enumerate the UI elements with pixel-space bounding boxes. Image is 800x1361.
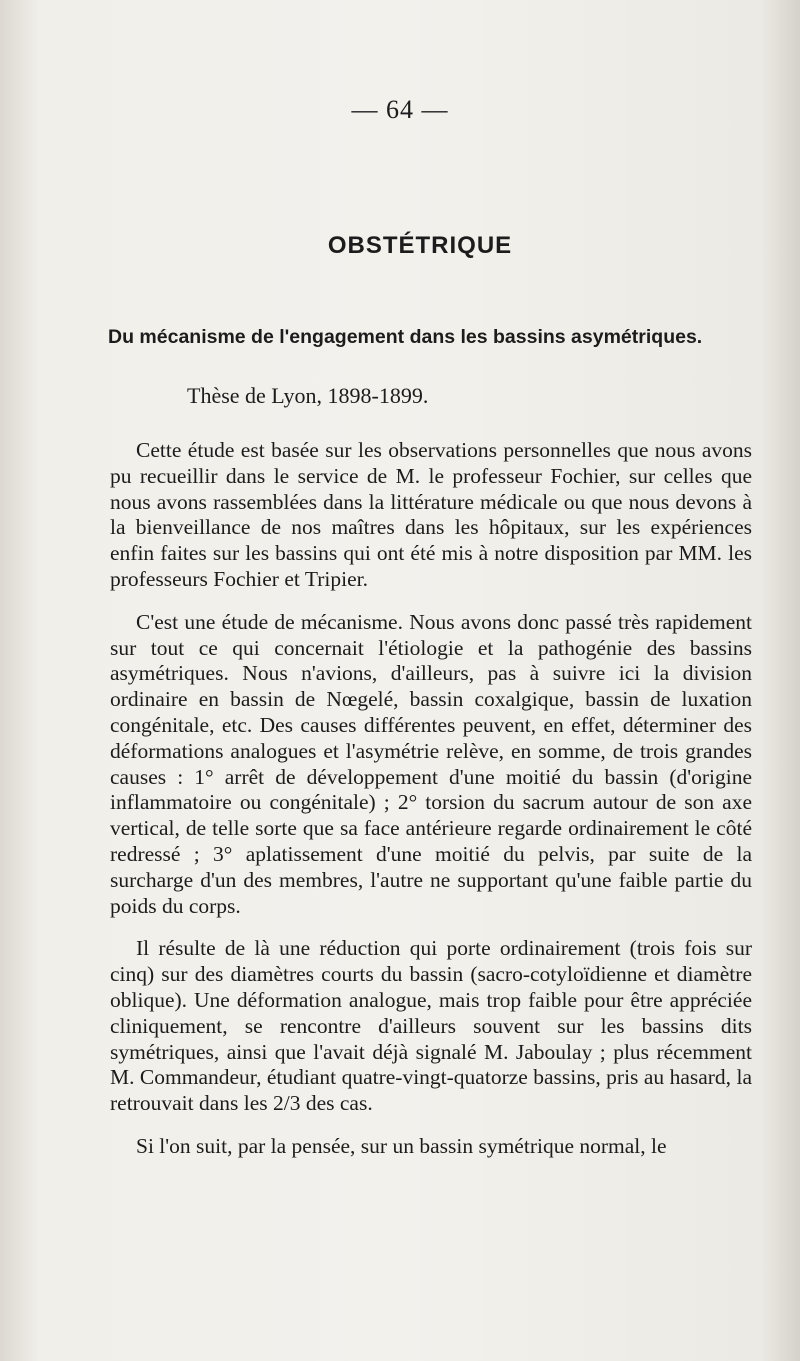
paragraph: Si l'on suit, par la pensée, sur un bassin symétrique normal, le [136,1133,667,1158]
body-text [110,438,752,1177]
paragraph: Il résulte de là une réduction qui porte ordinairement (trois fois sur cinq) sur des diamètres courts du bassin (sacro-cotyloïdienne et diamètre oblique). Une déformation analogue, mais trop faible pour être appréciée cliniquement, se rencontre d'ailleurs souvent sur les bassins dits symétriques, ainsi que l'avait déjà signalé M. Jaboulay ; plus récemment M. Commandeur, étudiant quatre-vingt-quatorze bassins, pris au hasard, la retrouvait dans les 2/3 des cas. [110,936,752,1116]
section-title: OBSTÉTRIQUE [327,232,513,259]
thesis-reference: Thèse de Lyon, 1898-1899. [187,383,429,408]
article-title: Du mécanisme de l'engagement dans les bassins asymétriques. [108,326,703,348]
paragraph: Cette étude est basée sur les observations personnelles que nous avons pu recueillir dans le service de M. le professeur Fochier, sur celles que nous avons rassemblées dans la littérature médicale ou que nous devons à la bienveillance de nos maîtres dans les hôpitaux, sur les expériences enfin faites sur les bassins qui ont été mis à notre disposition par MM. les professeurs Fochier et Tripier. [110,438,752,591]
paragraph: C'est une étude de mécanisme. Nous avons donc passé très rapidement sur tout ce qui concernait l'étiologie et la pathogénie des bassins asymétriques. Nous n'avions, d'ailleurs, pas à suivre ici la division ordinaire en bassin de Nœgelé, bassin coxalgique, bassin de luxation congénitale, etc. Des causes différentes peuvent, en effet, déterminer des déformations analogues et l'asymétrie relève, en somme, de trois grandes causes : 1° arrêt de développement d'une moitié du bassin (d'origine inflammatoire ou congénitale) ; 2° torsion du sacrum autour de son axe vertical, de telle sorte que sa face antérieure regarde ordinairement le côté redressé ; 3° aplatissement d'une moitié du pelvis, par suite de la surcharge d'un des membres, l'autre ne supportant qu'une faible partie du poids du corps. [110,609,752,918]
page-number: — 64 — [351,95,449,124]
